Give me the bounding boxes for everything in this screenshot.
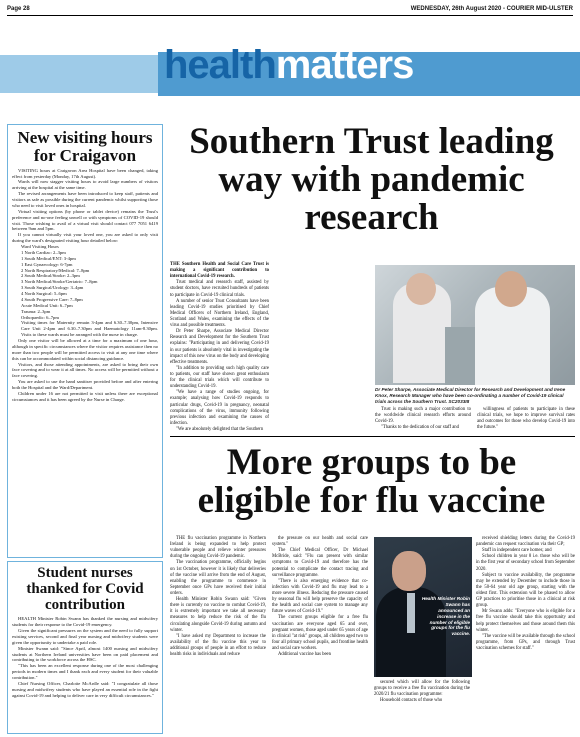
list-item: 3 South Surgical/Urology: 3–4pm xyxy=(21,285,84,291)
story2-column-4 xyxy=(476,536,575,652)
paragraph: The current groups eligible for a free flu vaccination are everyone aged 65 and over, pregnant women, those aged under 65 years of age in clinical "at risk" groups, all children aged two to four all primary school pupils, and frontline health and social care workers. xyxy=(272,615,368,651)
paragraph: "Thanks to the dedication of our staff and xyxy=(381,425,459,431)
paragraph: Subject to vaccine availability, the programme may be extended by December to include those in the 50-64 year old age group, starting with the oldest first. This extension will be phased to allow GP practices to prioritise those in a clinical at risk group. xyxy=(476,572,575,609)
story2-column-2 xyxy=(272,536,368,658)
paragraph: Trust is making such a major contribution to the worldwide clinical research efforts around Covid-19. xyxy=(375,407,471,425)
list-item: 4 North Surgical: 5–6pm xyxy=(21,291,67,297)
page-folio xyxy=(7,4,573,15)
paragraph: Children under 16 are not permitted to visit unless there are exceptional circumstances and it has been agreed by the Nurse in Charge. xyxy=(12,390,158,402)
list-item: Acute Medical Unit: 6–7pm xyxy=(21,302,73,308)
folio-rule xyxy=(7,15,573,16)
paragraph: Staff in independent care homes; and xyxy=(482,548,552,554)
paragraph: Wards will now stagger visiting hours to avoid large numbers of visitors arriving at the hospital at the same time. xyxy=(12,179,158,191)
paragraph: Mr Swann adds: "Everyone who is eligible for a free flu vaccine should take this opportunity and help protect themselves and those around them this winter. xyxy=(476,609,575,633)
paragraph: Health Minister Robin Swann said: "Given there is currently no vaccine to combat Covid-19, it is extremely important we take all necessary measures to help reduce the risk of the flu circulating alongside Covid-19 during autumn and winter. xyxy=(170,597,266,633)
logo-health: health xyxy=(164,43,276,87)
list-item: 2 North Respiratory/Medical: 7–8pm xyxy=(21,267,90,273)
visiting-hours-body xyxy=(12,168,158,403)
student-nurses-title: Student nurses thanked for Covid contribution xyxy=(26,565,144,613)
visiting-paragraphs xyxy=(12,168,158,244)
paragraph: Visitors, and those attending appointments, are asked to bring their own face covering and to wear it at all times. No access will be permitted without a face covering. xyxy=(12,361,158,379)
paragraph: Household contacts of those who xyxy=(380,698,443,704)
paragraph: VISITING hours at Craigavon Area Hospital have been changed, taking effect from yesterday (Monday, 17th August). xyxy=(12,167,158,179)
paragraph: The revised arrangements have been introduced to keep staff, patients and visitors as safe as possible during the current pandemic whilst supporting those who need to visit loved ones in hospital. xyxy=(12,191,158,208)
paragraph: You are asked to use the hand sanitiser provided before and after entering both the Hospital and the Ward/Department. xyxy=(12,379,158,391)
list-item: 3 North Medical/Stroke/Geriatric: 7–8pm xyxy=(21,279,98,285)
paragraph: HEALTH Minister Robin Swann has thanked the nursing and midwifery students for their response to the Covid-19 emergency. xyxy=(12,616,158,628)
photo-peter-sharpe-irene-knox xyxy=(375,265,575,385)
paragraph: "There is also emerging evidence that co-infection with Covid-19 and flu may lead to a more severe illness. Reducing the pressure caused by seasonal flu will help preserve the capacity of the health and social care system to manage any future waves of Covid-19." xyxy=(272,578,368,615)
paragraph: Minister Swann said: "Since April, almost 1400 nursing and midwifery students at Northern Ireland universities have been on paid placement and contributing to the workforce across the HSC. xyxy=(12,645,158,663)
student-nurses-box xyxy=(7,561,163,734)
list-item: Ward Visiting Hours xyxy=(21,244,59,250)
paragraph: "We have a range of studies ongoing, for example; analysing how Covid-19 responds to particular drugs, Covid-19 in pregnancy, neonatal complications of the virus, immunity following previous infection and examining the causes of infection. xyxy=(170,390,269,426)
paragraph: received shielding letters during the Covid-19 pandemic can request vaccination via their GP; xyxy=(476,536,575,548)
story1-column-4 xyxy=(477,407,575,431)
sidebar xyxy=(7,124,162,733)
page-number: Page 28 xyxy=(7,6,30,12)
ward-visiting-list xyxy=(21,244,158,338)
masthead-band-left xyxy=(0,55,158,93)
paragraph: "The vaccine will be available through the school programme, from GPs, and through Trust vaccination schemes for staff." xyxy=(476,633,575,651)
story1-photo-caption: Dr Peter Sharpe, Associate Medical Director for Research and Development and Irene Knox, Research Manager who have been co-ordinating a number of Covid-19 clinical trials across the Southern Trust. SC2033I8 xyxy=(375,387,566,404)
paragraph: If you cannot virtually visit your loved one, you are asked to only visit during the ward's designated visiting hour detailed below: xyxy=(12,232,158,244)
story1-column-3 xyxy=(375,407,471,431)
story-separator xyxy=(170,436,575,437)
paragraph: School children in year 8 i.e. those who will be in the first year of secondary school from September 2020. xyxy=(476,554,575,572)
paragraph: willingness of patients to participate in these clinical trials, we hope to improve survival rates and outcomes for those who develop Covid-19 into the future." xyxy=(477,407,575,431)
photo-robin-swann-tie xyxy=(407,593,415,633)
paragraph: THE Southern Health and Social Care Trust is making a significant contribution to international Covid-19 research. xyxy=(170,262,269,280)
paragraph: Given the significant pressures on the system and the need to fully support existing services, second and final year nursing and midwifery students were given the opportunity to undertake a paid role. xyxy=(12,628,158,645)
photo-figure-woman-head xyxy=(406,273,436,305)
dateline: WEDNESDAY, 26th August 2020 - COURIER MID-ULSTER xyxy=(410,6,573,12)
paragraph: Virtual visiting options (by phone or tablet device) remains the Trust's preference and no-one feeling unwell or with symptoms of COVID-19 should visit. Those wishing to avail of a virtual visit should contact 077 7051 6419 between 9am and 5pm. xyxy=(12,208,158,232)
paragraph: "We are absolutely delighted that the Southern xyxy=(176,426,264,432)
story2-column-1 xyxy=(170,536,266,658)
paragraph: "In addition to providing such high quality care to patients, our staff have shown great enthusiasm for the clinical trials which will contribute to understanding Covid-19. xyxy=(170,365,269,390)
health-matters-logo xyxy=(164,45,413,85)
paragraph: Only one visitor will be allowed at a time for a maximum of one hour, although in specific circumstances where the visitor requires assistance then no more than two people will be permitted access to visit at any one time where this can be accommodated within social distancing guidance. xyxy=(12,338,158,361)
visiting-paragraphs-2 xyxy=(12,338,158,403)
logo-matters: matters xyxy=(275,43,414,87)
flu-vaccine-headline: More groups to be eligible for flu vaccine xyxy=(197,442,546,521)
photo-figure-man-head xyxy=(495,271,527,307)
southern-trust-headline: Southern Trust leading way with pandemic research xyxy=(189,121,554,238)
paragraph: Dr Peter Sharpe, Associate Medical Director Research and Development for the Southern Trust explains: "Participating in and delivering Covid-19 in our patients is absolutely vital in investigating the impact of this new virus on the body and developing effective treatments. xyxy=(170,329,269,365)
story1-column-1 xyxy=(170,262,269,433)
story2-photo-caption: Health Minister Robin Swann has announced an increase in the number of eligible groups for the flu vaccine. xyxy=(421,596,470,637)
paragraph: secured which will allow for the following groups to receive a free flu vaccination during the 2020/21 flu vaccination programme: xyxy=(374,680,470,698)
visiting-hours-title: New visiting hours for Craigavon xyxy=(17,128,153,165)
list-item: Orthopaedic: 6–7pm xyxy=(21,314,59,320)
list-item: Visiting times for Maternity remain 3-4pm and 6.30–7.30pm, Intensive Care Unit 2-4pm and 6.30–7.30pm and Haematology 11am-8.30pm. Visits to these wards must be arranged with the nurse in charge. xyxy=(21,320,158,338)
story2-column-3 xyxy=(374,680,470,704)
paragraph: THE flu vaccination programme in Northern Ireland is being expanded to help protect vulnerable people and relieve winter pressures during the ongoing Covid-19 pandemic. xyxy=(170,536,266,560)
list-item: 4 South Progressive Care: 7–8pm xyxy=(21,296,83,302)
list-item: 2 South Medical/Stroke: 2–3pm xyxy=(21,273,80,279)
paragraph: "I have asked my Department to increase the availability of the flu vaccine this year to additional groups of people in an effort to reduce health risks in individuals and reduce xyxy=(170,633,266,658)
photo-robin-swann-head xyxy=(392,551,426,591)
visiting-hours-box xyxy=(7,124,163,558)
list-item: Trauma: 2–3pm xyxy=(21,308,51,314)
paragraph: Trust medical and research staff, assisted by student doctors, have recruited hundreds of patients to participate in Covid-19 clinical trials. xyxy=(170,280,269,298)
paragraph: the pressure on our health and social care system." xyxy=(272,536,368,548)
paragraph: The vaccination programme, officially begins on 1st October, however it is likely that deliveries of the vaccine will arrive from the end of August, enabling the programme to commence in September once GPs have received their initial orders. xyxy=(170,560,266,596)
list-item: 1 North Cardiac: 2–3pm xyxy=(21,249,66,255)
student-nurses-body xyxy=(12,616,158,698)
paragraph: Chief Nursing Officer, Charlotte McArdle said: "I congratulate all those nursing and midwifery students who have played an essential role in the fight against Covid-19 and helping to deliver care in very difficult circumstances." xyxy=(12,680,158,698)
list-item: 1 South Medical/ENT: 3-4pm xyxy=(21,255,76,261)
paragraph: Additional vaccine has been xyxy=(278,652,331,658)
paragraph: The Chief Medical Officer, Dr Michael McBride, said: "Flu can present with similar symptoms to Covid-19 and therefore has the potential to complicate the contact tracing and surveillance programme. xyxy=(272,548,368,578)
paragraph: A number of senior Trust Consultants have been leading Covid-19 studies prioritised by Chief Medical Officers of Northern Ireland, England, Scotland and Wales, examining the effects of the virus and possible treatments. xyxy=(170,298,269,329)
list-item: 1 East Gynaecology: 6-7pm xyxy=(21,261,73,267)
paragraph: "This has been an excellent response during one of the most challenging periods in modern times and I thank each and every student for their valuable contribution." xyxy=(12,663,158,680)
